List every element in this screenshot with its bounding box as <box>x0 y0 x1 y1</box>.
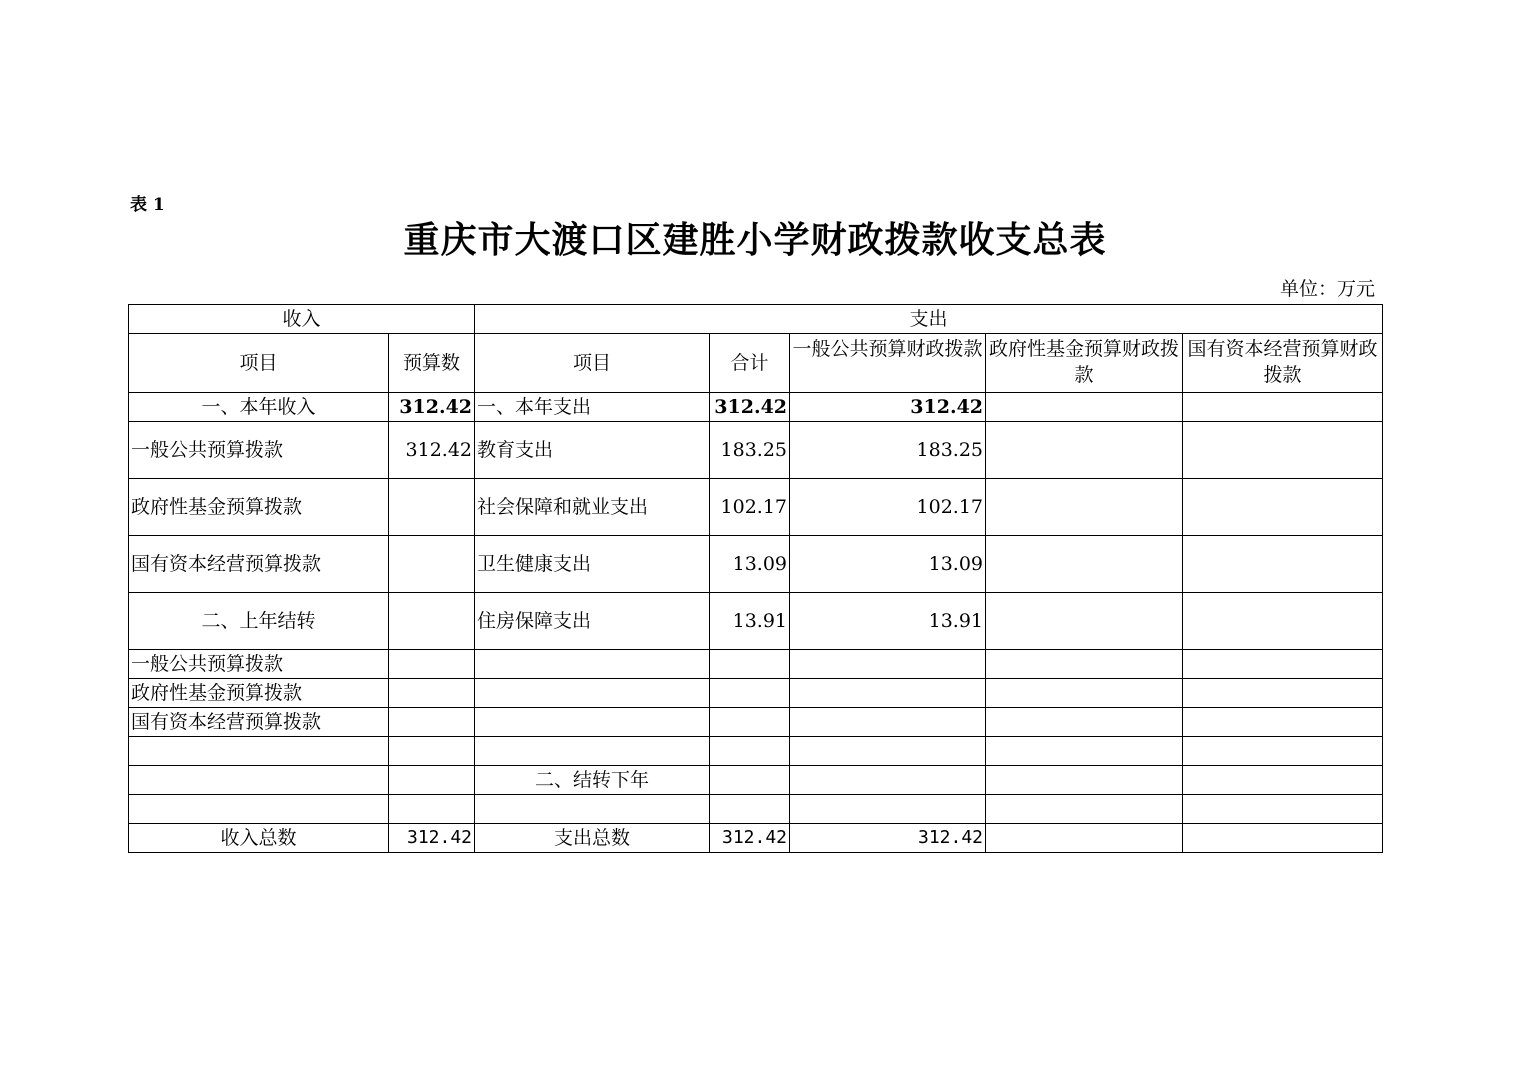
income-total-label: 收入总数 <box>129 824 389 853</box>
expense-state-capital <box>1183 536 1383 593</box>
income-total-value: 312.42 <box>389 824 475 853</box>
expense-total-general: 312.42 <box>790 824 986 853</box>
expense-gov-fund <box>986 737 1183 766</box>
table-row <box>129 393 1383 422</box>
expense-total <box>710 795 790 824</box>
income-item <box>129 795 389 824</box>
table-row <box>129 593 1383 650</box>
income-value <box>389 766 475 795</box>
expense-item: 卫生健康支出 <box>475 536 710 593</box>
expense-gov-fund <box>986 393 1183 422</box>
expense-total: 183.25 <box>710 422 790 479</box>
expense-state-capital <box>1183 679 1383 708</box>
table-row <box>129 795 1383 824</box>
header-group-row <box>129 305 1383 334</box>
income-value <box>389 479 475 536</box>
expense-gov-fund <box>986 650 1183 679</box>
income-value <box>389 650 475 679</box>
expense-general: 312.42 <box>790 393 986 422</box>
expense-total <box>710 766 790 795</box>
expense-item: 社会保障和就业支出 <box>475 479 710 536</box>
expense-general <box>790 679 986 708</box>
expense-general: 13.91 <box>790 593 986 650</box>
table-row <box>129 766 1383 795</box>
table-row <box>129 708 1383 737</box>
header-income: 收入 <box>129 305 475 334</box>
expense-total-gov-fund <box>986 824 1183 853</box>
header-expense-item: 项目 <box>475 334 710 393</box>
expense-gov-fund <box>986 766 1183 795</box>
expense-state-capital <box>1183 650 1383 679</box>
unit-label: 单位：万元 <box>1279 278 1375 300</box>
header-state-capital: 国有资本经营预算财政拨款 <box>1183 334 1383 393</box>
expense-item: 一、本年支出 <box>475 393 710 422</box>
header-total: 合计 <box>710 334 790 393</box>
budget-table <box>128 304 1383 853</box>
expense-general: 183.25 <box>790 422 986 479</box>
expense-item <box>475 708 710 737</box>
expense-gov-fund <box>986 679 1183 708</box>
income-value <box>389 737 475 766</box>
expense-general: 13.09 <box>790 536 986 593</box>
income-item: 国有资本经营预算拨款 <box>129 536 389 593</box>
expense-total <box>710 679 790 708</box>
expense-total <box>710 650 790 679</box>
expense-item <box>475 795 710 824</box>
income-value <box>389 536 475 593</box>
income-item: 政府性基金预算拨款 <box>129 479 389 536</box>
expense-total <box>710 708 790 737</box>
expense-state-capital <box>1183 766 1383 795</box>
expense-gov-fund <box>986 536 1183 593</box>
header-general: 一般公共预算财政拨款 <box>790 334 986 393</box>
expense-state-capital <box>1183 593 1383 650</box>
expense-state-capital <box>1183 795 1383 824</box>
income-value <box>389 593 475 650</box>
header-budget: 预算数 <box>389 334 475 393</box>
expense-gov-fund <box>986 422 1183 479</box>
table-row <box>129 679 1383 708</box>
income-value: 312.42 <box>389 422 475 479</box>
expense-total <box>710 737 790 766</box>
income-item: 一、本年收入 <box>129 393 389 422</box>
expense-item <box>475 679 710 708</box>
table-row <box>129 479 1383 536</box>
expense-total-label: 支出总数 <box>475 824 710 853</box>
income-item: 政府性基金预算拨款 <box>129 679 389 708</box>
income-item: 国有资本经营预算拨款 <box>129 708 389 737</box>
header-income-item: 项目 <box>129 334 389 393</box>
income-value <box>389 708 475 737</box>
income-item <box>129 737 389 766</box>
income-value <box>389 795 475 824</box>
expense-general <box>790 795 986 824</box>
income-item <box>129 766 389 795</box>
income-item: 二、上年结转 <box>129 593 389 650</box>
expense-state-capital <box>1183 479 1383 536</box>
expense-total-state-capital <box>1183 824 1383 853</box>
expense-item: 住房保障支出 <box>475 593 710 650</box>
expense-total-sum: 312.42 <box>710 824 790 853</box>
header-gov-fund: 政府性基金预算财政拨款 <box>986 334 1183 393</box>
income-value <box>389 679 475 708</box>
expense-general <box>790 650 986 679</box>
header-expense: 支出 <box>475 305 1383 334</box>
expense-state-capital <box>1183 393 1383 422</box>
expense-gov-fund <box>986 708 1183 737</box>
expense-total: 102.17 <box>710 479 790 536</box>
expense-general: 102.17 <box>790 479 986 536</box>
expense-total: 312.42 <box>710 393 790 422</box>
expense-total: 13.91 <box>710 593 790 650</box>
expense-general <box>790 737 986 766</box>
totals-row <box>129 824 1383 853</box>
expense-item: 教育支出 <box>475 422 710 479</box>
income-value: 312.42 <box>389 393 475 422</box>
table-row <box>129 536 1383 593</box>
page-title: 重庆市大渡口区建胜小学财政拨款收支总表 <box>403 220 1107 261</box>
table-row <box>129 422 1383 479</box>
table-row <box>129 650 1383 679</box>
expense-total: 13.09 <box>710 536 790 593</box>
expense-item: 二、结转下年 <box>475 766 710 795</box>
expense-general <box>790 708 986 737</box>
expense-item <box>475 737 710 766</box>
expense-gov-fund <box>986 795 1183 824</box>
expense-state-capital <box>1183 737 1383 766</box>
expense-item <box>475 650 710 679</box>
income-item: 一般公共预算拨款 <box>129 650 389 679</box>
expense-state-capital <box>1183 708 1383 737</box>
expense-gov-fund <box>986 593 1183 650</box>
expense-state-capital <box>1183 422 1383 479</box>
table-number: 表 1 <box>130 195 165 215</box>
expense-gov-fund <box>986 479 1183 536</box>
income-item: 一般公共预算拨款 <box>129 422 389 479</box>
expense-general <box>790 766 986 795</box>
table-row <box>129 737 1383 766</box>
header-row <box>129 334 1383 393</box>
